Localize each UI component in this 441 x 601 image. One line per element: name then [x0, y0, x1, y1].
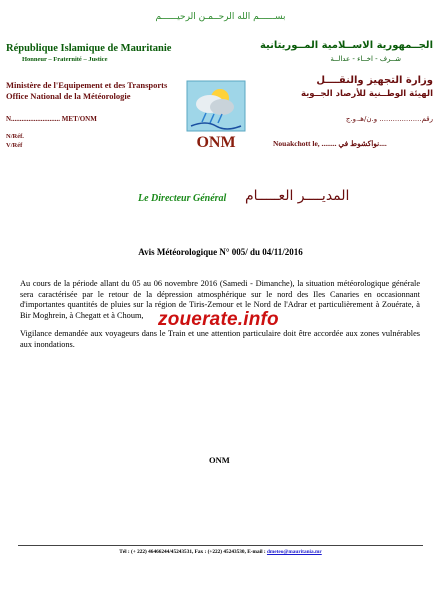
- your-reference: V/Réf: [6, 142, 23, 149]
- reference-block: [6, 132, 24, 150]
- fr-office: Office National de la Météorologie: [6, 91, 131, 101]
- watermark: zouerate.info: [158, 309, 279, 330]
- our-reference: N/Réf.: [6, 133, 24, 140]
- fr-country-title: République Islamique de Mauritanie: [6, 43, 172, 54]
- onm-logo: [186, 80, 246, 152]
- document-title: Avis Météorologique N° 005/ du 04/11/2016: [138, 247, 303, 257]
- director-title-ar: المديــــر العـــــام: [245, 188, 350, 204]
- ar-ministry: وزارة التجهيز والنقــــل: [316, 75, 433, 86]
- body-paragraph-1: Au cours de la période allant du 05 au 06 novembre 2016 (Samedi - Dimanche), la situation météorologique générale sera caractérisée par le retour de la dépression atmosphérique sur le nord des Iles Canaries en occasionnant d'importantes quantités de pluies sur la région de Tiris-Zemour et le Nord de l'Adrar et particulièrement à Zouérate, à Bir Moghrein, à Chegatt et à Choum,: [20, 279, 420, 320]
- signature: ONM: [209, 455, 230, 465]
- fr-reference-line: N............................ MET/ONM: [6, 115, 97, 123]
- ar-office: الهيئة الوطــنية للأرصاد الجــوية: [300, 89, 433, 99]
- bismillah: بســــــم الله الرحــمـن الرحيــــــم: [155, 12, 286, 22]
- fr-motto: Honneur – Fraternité – Justice: [22, 56, 108, 63]
- footer-contact: [0, 549, 441, 555]
- footer-email-link[interactable]: dmeteo@mauritania.mr: [266, 549, 322, 555]
- director-title-fr: Le Directeur Général: [138, 193, 227, 204]
- footer-divider: [18, 545, 423, 546]
- fr-ministry: Ministère de l'Equipement et des Transports: [6, 80, 168, 90]
- ar-country-title: الجــمهورية الاســلامية المــوريتانية: [259, 40, 433, 51]
- place-date-line: Nouakchott le, ........ نواكشوط في....: [273, 139, 387, 148]
- footer-contact-text: Tél : (+ 222) 46466244/45243531, Fax : (+222) 45243530, E-mail :: [119, 549, 267, 555]
- body-paragraph-2: Vigilance demandée aux voyageurs dans le Train et une attention particulaire doit être accordée aux zones vulnérables aux inondations.: [20, 329, 420, 349]
- ar-motto: شــرف - اخــاء - عدالــة: [330, 55, 401, 63]
- ar-reference-line: رقم................... و.ن/هـ.و.ج: [345, 115, 433, 123]
- logo-text: ONM: [196, 134, 236, 151]
- fr-ministry-block: [6, 80, 167, 102]
